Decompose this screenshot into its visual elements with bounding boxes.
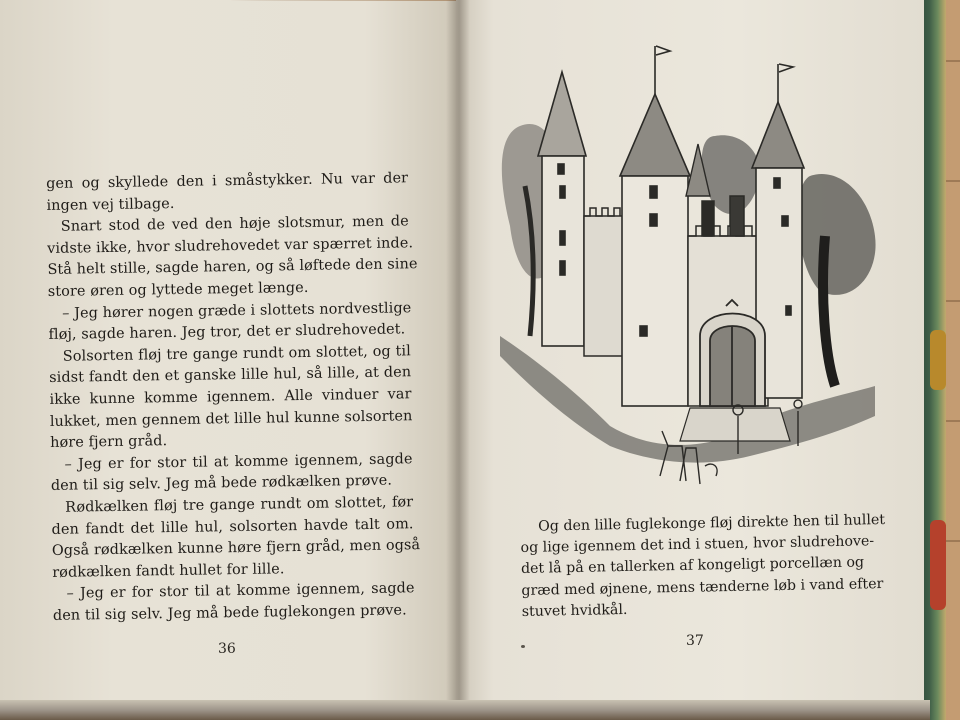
text-line: ingen vej tilbage. xyxy=(46,195,175,214)
text-line: Også rødkælken kunne høre fjern gråd, men også xyxy=(51,537,421,560)
text-line: Solsorten fløj tre gange rundt om slottet, og til xyxy=(62,343,411,365)
caption-line: stuvet hvidkål. xyxy=(521,601,628,620)
text-line: gen og skyllede den i småstykker. Nu var der xyxy=(46,170,409,192)
caption-line: og lige igennem det ind i stuen, hvor sludrehove- xyxy=(520,533,875,557)
tower-center xyxy=(620,46,690,406)
caption-line: græd med øjnene, mens tænderne løb i vand efter xyxy=(521,575,884,599)
text-line: store øren og lyttede meget længe. xyxy=(47,279,309,300)
tower-left xyxy=(538,72,586,346)
text-line: den fandt det lille hul, solsorten havde talt om. xyxy=(51,515,414,538)
left-page-text xyxy=(46,168,421,627)
cover-decoration xyxy=(930,330,946,390)
tree-right xyxy=(798,174,876,386)
text-line: – Jeg hører nogen græde i slottets nordvestlige xyxy=(62,299,412,322)
book-gutter xyxy=(446,0,470,712)
cover-decoration xyxy=(930,520,946,610)
text-line: vidste ikke, hvor sludrehovedet var spærret inde. xyxy=(47,235,414,257)
text-line: fløj, sagde haren. Jeg tror, det er sludrehovedet. xyxy=(48,321,406,344)
text-line: høre fjern gråd. xyxy=(50,433,168,452)
print-speck xyxy=(521,645,525,648)
castle-steps xyxy=(680,408,790,441)
text-line: – Jeg er for stor til at komme igennem, sagde xyxy=(64,450,413,473)
page-number-left: 36 xyxy=(218,641,236,657)
text-line: rødkælken fandt hullet for lille. xyxy=(52,560,285,581)
text-line: sidst fandt den et ganske lille hul, så lille, at den xyxy=(49,364,412,387)
text-line: ikke kunne komme igennem. Alle vinduer var xyxy=(49,386,412,408)
text-line: Rødkælken fløj tre gange rundt om slottet, før xyxy=(65,494,414,516)
text-line: Stå helt stille, sagde haren, og så løftede den sine xyxy=(47,256,418,279)
text-line: lukket, men gennem det lille hul kunne solsorten xyxy=(49,407,413,430)
text-line: den til sig selv. Jeg må bede rødkælken prøve. xyxy=(50,472,393,495)
wall-left xyxy=(584,208,624,356)
page-edge-bottom xyxy=(0,700,930,720)
castle-illustration xyxy=(490,36,890,496)
illustration-caption xyxy=(520,510,886,623)
caption-line: Og den lille fuglekonge fløj direkte hen til hullet xyxy=(538,511,886,535)
text-line: Snart stod de ved den høje slotsmur, men de xyxy=(60,213,409,235)
caption-line: det lå på en tallerken af kongeligt porcellæn og xyxy=(520,554,865,578)
text-line: den til sig selv. Jeg må bede fuglekongen prøve. xyxy=(52,602,407,624)
text-line: – Jeg er for stor til at komme igennem, sagde xyxy=(66,580,415,603)
page-number-right: 37 xyxy=(686,633,704,649)
